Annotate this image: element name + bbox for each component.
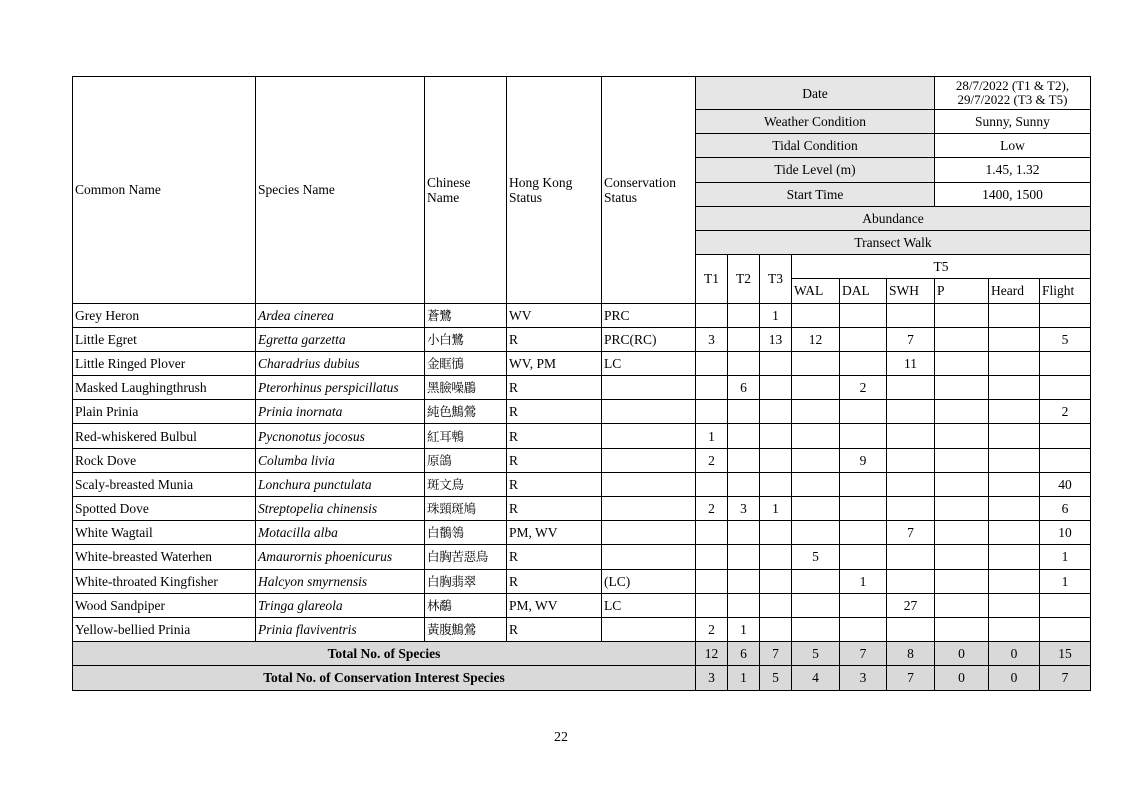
chinese-name-cell: 純色鷦鶯 — [425, 400, 507, 424]
count-cell — [1040, 593, 1091, 617]
count-cell: 10 — [1040, 521, 1091, 545]
chinese-name-cell: 紅耳鵯 — [425, 424, 507, 448]
count-cell — [760, 569, 792, 593]
count-cell — [989, 545, 1040, 569]
total-value: 7 — [840, 642, 887, 666]
count-cell — [792, 521, 840, 545]
count-cell — [840, 497, 887, 521]
count-cell: 2 — [696, 617, 728, 641]
header-species-name: Species Name — [256, 77, 425, 304]
common-name-cell: Wood Sandpiper — [73, 593, 256, 617]
count-cell — [792, 497, 840, 521]
hk-status-cell: R — [507, 617, 602, 641]
count-cell — [792, 303, 840, 327]
count-cell — [760, 448, 792, 472]
header-conservation-status: Conservation Status — [602, 77, 696, 304]
count-cell: 40 — [1040, 472, 1091, 496]
count-cell: 7 — [887, 327, 935, 351]
count-cell: 1 — [760, 497, 792, 521]
count-cell — [1040, 376, 1091, 400]
count-cell — [840, 424, 887, 448]
count-cell — [887, 303, 935, 327]
common-name-cell: White-throated Kingfisher — [73, 569, 256, 593]
chinese-name-cell: 金眶鴴 — [425, 351, 507, 375]
hk-status-cell: R — [507, 424, 602, 448]
conservation-status-cell — [602, 497, 696, 521]
count-cell — [696, 376, 728, 400]
species-name-cell: Pterorhinus perspicillatus — [256, 376, 425, 400]
count-cell — [935, 327, 989, 351]
count-cell — [935, 376, 989, 400]
total-value: 0 — [989, 666, 1040, 690]
tidal-value: Low — [935, 134, 1091, 158]
count-cell: 1 — [840, 569, 887, 593]
conservation-status-cell — [602, 448, 696, 472]
count-cell — [728, 400, 760, 424]
count-cell — [840, 617, 887, 641]
count-cell — [1040, 448, 1091, 472]
conservation-status-cell — [602, 521, 696, 545]
hk-status-cell: R — [507, 472, 602, 496]
count-cell — [1040, 424, 1091, 448]
count-cell — [728, 545, 760, 569]
count-cell: 1 — [1040, 569, 1091, 593]
count-cell — [989, 376, 1040, 400]
count-cell — [760, 351, 792, 375]
table-row — [73, 448, 1091, 472]
common-name-cell: Yellow-bellied Prinia — [73, 617, 256, 641]
table-row — [73, 569, 1091, 593]
col-header-swh: SWH — [887, 279, 935, 303]
header-chinese-name: Chinese Name — [425, 77, 507, 304]
count-cell — [989, 617, 1040, 641]
page-number: 22 — [554, 730, 568, 745]
col-header-t1: T1 — [696, 255, 728, 303]
table-row — [73, 593, 1091, 617]
count-cell — [887, 400, 935, 424]
species-name-cell: Prinia flaviventris — [256, 617, 425, 641]
total-value: 3 — [696, 666, 728, 690]
count-cell — [935, 617, 989, 641]
col-header-t2: T2 — [728, 255, 760, 303]
table-row — [73, 521, 1091, 545]
count-cell: 1 — [696, 424, 728, 448]
count-cell: 2 — [696, 448, 728, 472]
count-cell — [989, 497, 1040, 521]
conservation-status-cell — [602, 424, 696, 448]
count-cell — [792, 424, 840, 448]
total-value: 1 — [728, 666, 760, 690]
common-name-cell: Little Egret — [73, 327, 256, 351]
count-cell — [760, 617, 792, 641]
count-cell: 7 — [887, 521, 935, 545]
count-cell: 2 — [1040, 400, 1091, 424]
count-cell — [989, 303, 1040, 327]
count-cell: 27 — [887, 593, 935, 617]
count-cell — [792, 593, 840, 617]
col-header-heard: Heard — [989, 279, 1040, 303]
common-name-cell: Little Ringed Plover — [73, 351, 256, 375]
count-cell: 3 — [696, 327, 728, 351]
count-cell — [728, 521, 760, 545]
hk-status-cell: R — [507, 569, 602, 593]
count-cell: 2 — [840, 376, 887, 400]
count-cell — [935, 303, 989, 327]
count-cell: 11 — [887, 351, 935, 375]
conservation-status-cell: PRC(RC) — [602, 327, 696, 351]
count-cell — [989, 424, 1040, 448]
common-name-cell: Plain Prinia — [73, 400, 256, 424]
col-header-p: P — [935, 279, 989, 303]
common-name-cell: White Wagtail — [73, 521, 256, 545]
chinese-name-cell: 林鷸 — [425, 593, 507, 617]
count-cell — [989, 327, 1040, 351]
conservation-status-cell — [602, 376, 696, 400]
conservation-status-cell: LC — [602, 351, 696, 375]
col-header-wal: WAL — [792, 279, 840, 303]
conservation-status-cell — [602, 400, 696, 424]
conservation-status-cell: PRC — [602, 303, 696, 327]
transect-walk-header: Transect Walk — [696, 230, 1091, 254]
header-common-name: Common Name — [73, 77, 256, 304]
conservation-status-cell — [602, 617, 696, 641]
count-cell — [728, 327, 760, 351]
total-value: 0 — [989, 642, 1040, 666]
count-cell — [989, 569, 1040, 593]
chinese-name-cell: 黑臉噪鶥 — [425, 376, 507, 400]
count-cell — [696, 593, 728, 617]
count-cell — [1040, 351, 1091, 375]
count-cell — [935, 448, 989, 472]
count-cell — [728, 303, 760, 327]
conservation-status-cell — [602, 472, 696, 496]
count-cell — [935, 351, 989, 375]
count-cell — [728, 351, 760, 375]
count-cell — [760, 545, 792, 569]
conservation-status-cell — [602, 545, 696, 569]
chinese-name-cell: 蒼鷺 — [425, 303, 507, 327]
count-cell: 3 — [728, 497, 760, 521]
weather-value: Sunny, Sunny — [935, 110, 1091, 134]
col-header-dal: DAL — [840, 279, 887, 303]
table-row — [73, 376, 1091, 400]
tidal-label: Tidal Condition — [696, 134, 935, 158]
chinese-name-cell: 白鶺鴒 — [425, 521, 507, 545]
count-cell: 1 — [728, 617, 760, 641]
species-name-cell: Charadrius dubius — [256, 351, 425, 375]
count-cell: 5 — [1040, 327, 1091, 351]
species-name-cell: Lonchura punctulata — [256, 472, 425, 496]
count-cell: 13 — [760, 327, 792, 351]
count-cell — [935, 521, 989, 545]
col-header-t5: T5 — [792, 255, 1091, 279]
total-value: 0 — [935, 642, 989, 666]
total-label: Total No. of Conservation Interest Species — [73, 666, 696, 690]
count-cell — [1040, 617, 1091, 641]
count-cell — [840, 327, 887, 351]
count-cell — [935, 545, 989, 569]
count-cell — [728, 448, 760, 472]
table-row — [73, 472, 1091, 496]
count-cell — [887, 497, 935, 521]
total-label: Total No. of Species — [73, 642, 696, 666]
total-value: 8 — [887, 642, 935, 666]
count-cell — [792, 376, 840, 400]
count-cell — [989, 593, 1040, 617]
common-name-cell: Masked Laughingthrush — [73, 376, 256, 400]
count-cell — [696, 545, 728, 569]
hk-status-cell: R — [507, 448, 602, 472]
header-hk-status: Hong Kong Status — [507, 77, 602, 304]
conservation-status-cell: LC — [602, 593, 696, 617]
chinese-name-cell: 白胸苦惡鳥 — [425, 545, 507, 569]
count-cell — [887, 424, 935, 448]
total-value: 7 — [760, 642, 792, 666]
common-name-cell: Scaly-breasted Munia — [73, 472, 256, 496]
conservation-status-cell: (LC) — [602, 569, 696, 593]
count-cell — [728, 472, 760, 496]
total-value: 6 — [728, 642, 760, 666]
common-name-cell: White-breasted Waterhen — [73, 545, 256, 569]
tide-level-value: 1.45, 1.32 — [935, 158, 1091, 182]
count-cell: 6 — [1040, 497, 1091, 521]
count-cell — [696, 351, 728, 375]
table-row — [73, 327, 1091, 351]
table-row — [73, 400, 1091, 424]
count-cell — [792, 569, 840, 593]
start-time-value: 1400, 1500 — [935, 182, 1091, 206]
total-value: 5 — [792, 642, 840, 666]
start-time-label: Start Time — [696, 182, 935, 206]
count-cell — [840, 545, 887, 569]
count-cell — [840, 303, 887, 327]
count-cell — [989, 521, 1040, 545]
count-cell — [792, 351, 840, 375]
count-cell — [728, 593, 760, 617]
date-label: Date — [696, 77, 935, 110]
count-cell — [887, 617, 935, 641]
count-cell — [887, 376, 935, 400]
table-row — [73, 424, 1091, 448]
count-cell — [887, 472, 935, 496]
date-value: 28/7/2022 (T1 & T2), 29/7/2022 (T3 & T5) — [935, 77, 1091, 110]
total-value: 12 — [696, 642, 728, 666]
weather-label: Weather Condition — [696, 110, 935, 134]
count-cell — [935, 497, 989, 521]
total-value: 4 — [792, 666, 840, 690]
hk-status-cell: R — [507, 545, 602, 569]
count-cell — [840, 351, 887, 375]
hk-status-cell: WV — [507, 303, 602, 327]
table-row — [73, 303, 1091, 327]
chinese-name-cell: 珠頸斑鳩 — [425, 497, 507, 521]
count-cell — [935, 472, 989, 496]
count-cell: 2 — [696, 497, 728, 521]
count-cell — [792, 472, 840, 496]
hk-status-cell: PM, WV — [507, 521, 602, 545]
count-cell — [792, 617, 840, 641]
table-row — [73, 497, 1091, 521]
count-cell — [887, 545, 935, 569]
count-cell: 9 — [840, 448, 887, 472]
species-name-cell: Ardea cinerea — [256, 303, 425, 327]
species-name-cell: Columba livia — [256, 448, 425, 472]
bird-survey-table — [72, 76, 1091, 691]
tide-level-label: Tide Level (m) — [696, 158, 935, 182]
total-value: 3 — [840, 666, 887, 690]
count-cell: 6 — [728, 376, 760, 400]
species-name-cell: Motacilla alba — [256, 521, 425, 545]
chinese-name-cell: 小白鷺 — [425, 327, 507, 351]
count-cell — [792, 448, 840, 472]
count-cell — [792, 400, 840, 424]
count-cell — [989, 448, 1040, 472]
hk-status-cell: PM, WV — [507, 593, 602, 617]
count-cell — [989, 400, 1040, 424]
count-cell — [1040, 303, 1091, 327]
common-name-cell: Spotted Dove — [73, 497, 256, 521]
count-cell — [760, 472, 792, 496]
total-row — [73, 642, 1091, 666]
count-cell — [840, 400, 887, 424]
total-value: 15 — [1040, 642, 1091, 666]
count-cell — [760, 521, 792, 545]
count-cell — [935, 400, 989, 424]
count-cell — [760, 376, 792, 400]
count-cell — [696, 400, 728, 424]
species-name-cell: Prinia inornata — [256, 400, 425, 424]
count-cell — [935, 424, 989, 448]
total-value: 7 — [887, 666, 935, 690]
count-cell — [760, 593, 792, 617]
count-cell — [935, 569, 989, 593]
count-cell — [989, 472, 1040, 496]
chinese-name-cell: 白胸翡翠 — [425, 569, 507, 593]
count-cell: 1 — [760, 303, 792, 327]
count-cell — [760, 400, 792, 424]
table-row — [73, 617, 1091, 641]
species-name-cell: Egretta garzetta — [256, 327, 425, 351]
count-cell: 1 — [1040, 545, 1091, 569]
count-cell — [696, 303, 728, 327]
count-cell — [696, 521, 728, 545]
hk-status-cell: R — [507, 327, 602, 351]
total-value: 7 — [1040, 666, 1091, 690]
col-header-flight: Flight — [1040, 279, 1091, 303]
chinese-name-cell: 黃腹鷦鶯 — [425, 617, 507, 641]
species-name-cell: Amaurornis phoenicurus — [256, 545, 425, 569]
chinese-name-cell: 斑文鳥 — [425, 472, 507, 496]
common-name-cell: Rock Dove — [73, 448, 256, 472]
count-cell — [728, 424, 760, 448]
table-row — [73, 545, 1091, 569]
count-cell — [887, 448, 935, 472]
total-value: 0 — [935, 666, 989, 690]
species-name-cell: Halcyon smyrnensis — [256, 569, 425, 593]
count-cell — [696, 472, 728, 496]
common-name-cell: Grey Heron — [73, 303, 256, 327]
count-cell — [760, 424, 792, 448]
species-name-cell: Streptopelia chinensis — [256, 497, 425, 521]
count-cell — [840, 521, 887, 545]
hk-status-cell: R — [507, 497, 602, 521]
total-value: 5 — [760, 666, 792, 690]
count-cell — [935, 593, 989, 617]
count-cell — [696, 569, 728, 593]
count-cell — [840, 472, 887, 496]
table-row — [73, 351, 1091, 375]
col-header-t3: T3 — [760, 255, 792, 303]
count-cell: 12 — [792, 327, 840, 351]
hk-status-cell: WV, PM — [507, 351, 602, 375]
hk-status-cell: R — [507, 400, 602, 424]
count-cell — [840, 593, 887, 617]
hk-status-cell: R — [507, 376, 602, 400]
count-cell: 5 — [792, 545, 840, 569]
total-row — [73, 666, 1091, 690]
species-name-cell: Tringa glareola — [256, 593, 425, 617]
count-cell — [728, 569, 760, 593]
count-cell — [989, 351, 1040, 375]
common-name-cell: Red-whiskered Bulbul — [73, 424, 256, 448]
abundance-header: Abundance — [696, 206, 1091, 230]
chinese-name-cell: 原鴿 — [425, 448, 507, 472]
species-name-cell: Pycnonotus jocosus — [256, 424, 425, 448]
count-cell — [887, 569, 935, 593]
